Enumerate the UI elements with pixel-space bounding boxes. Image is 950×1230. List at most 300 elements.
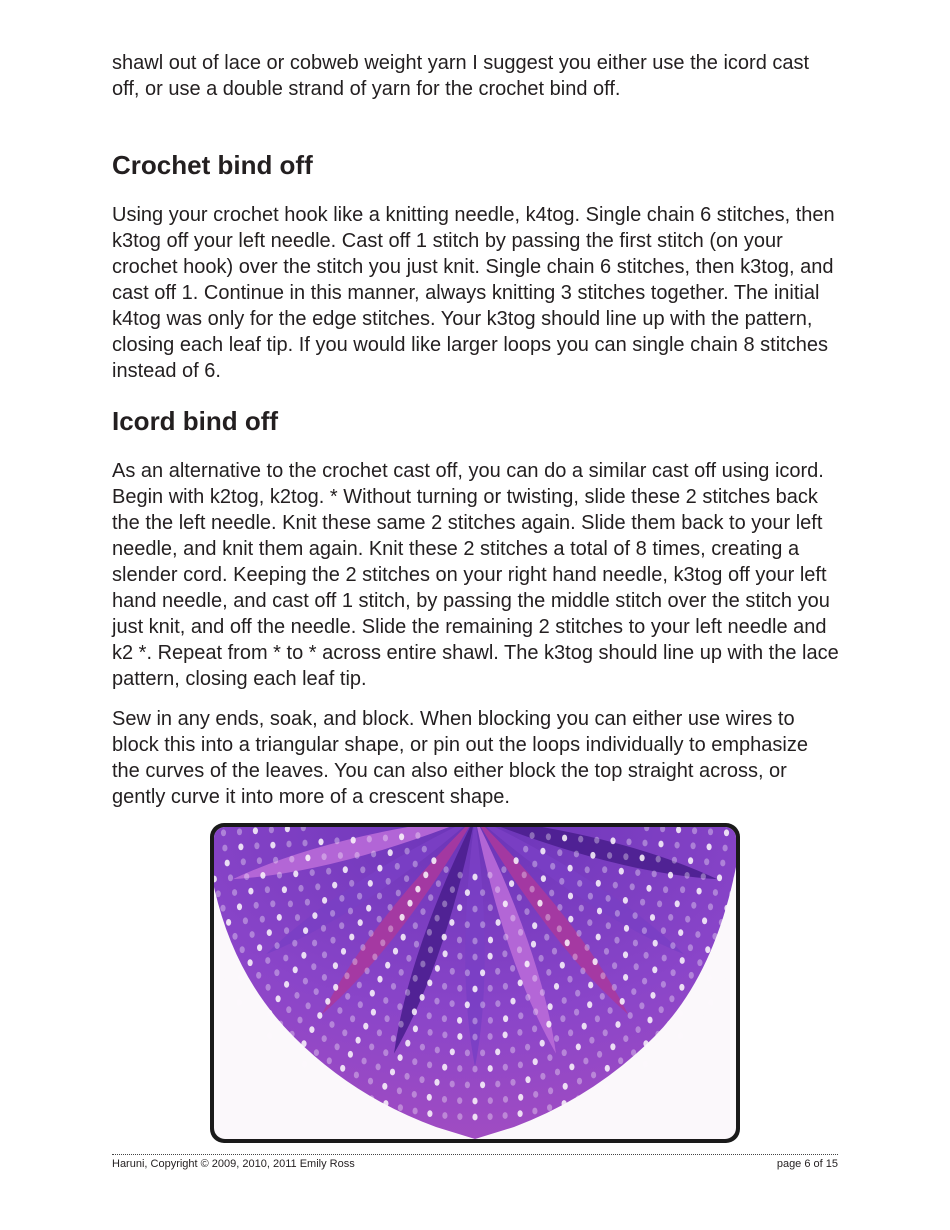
lace-hole (488, 1097, 493, 1104)
lace-hole (562, 997, 567, 1004)
intro-paragraph: shawl out of lace or cobweb weight yarn I suggest you either use the icord cast off, or use a double strand of yarn for the crochet bind off. (112, 52, 810, 100)
lace-hole (606, 922, 611, 929)
lace-hole (642, 927, 647, 934)
lace-hole (237, 903, 242, 910)
lace-hole (610, 1043, 615, 1050)
lace-hole (334, 837, 339, 844)
lace-hole (413, 1025, 418, 1032)
lace-hole (503, 1064, 508, 1071)
lace-hole (594, 837, 599, 844)
icord-bind-off-paragraph: As an alternative to the crochet cast off, you can do a similar cast off using icord. Begin with k2tog, k2tog. * Without turning or twisting, slide these 2 stitches back the the left needle. Knit these same 2 stitches again. Slide them back to your left needle, and knit them again. Knit these 2 stitches a total of 8 times, creating a slender cord. Keeping the 2 stitches on your right hand needle, k3tog off your left hand needle, and cast off 1 stitch, by passing the middle stitch over the stitch you just knit, and off the needle. Slide the remaining 2 stitches to your left needle and k2 *. Repeat from * to * across entire shawl. The k3tog should line up with the lace pattern, closing each leaf tip. (112, 460, 839, 690)
lace-hole (647, 1017, 652, 1024)
lace-hole (720, 860, 725, 867)
lace-hole (646, 885, 651, 892)
lace-hole (385, 1015, 390, 1022)
lace-hole (457, 1097, 462, 1104)
lace-hole (557, 925, 562, 932)
lace-hole (399, 1021, 404, 1028)
lace-hole (707, 974, 712, 981)
lace-hole (532, 922, 537, 929)
lace-hole (568, 916, 573, 923)
lace-hole (603, 1029, 608, 1036)
lace-hole (278, 1021, 283, 1028)
lace-hole (257, 857, 262, 864)
lace-hole (360, 866, 365, 873)
lace-hole (325, 998, 330, 1005)
lace-hole (420, 1044, 425, 1051)
lace-hole (563, 1083, 568, 1090)
lace-hole (457, 937, 462, 944)
lace-hole (357, 982, 362, 989)
lace-hole (472, 1066, 477, 1073)
lace-hole (303, 978, 308, 985)
lace-hole (575, 990, 580, 997)
lace-hole (590, 1090, 595, 1097)
lace-hole (488, 904, 493, 911)
lace-hole (465, 921, 470, 928)
lace-hole (655, 1031, 660, 1038)
lace-hole (301, 952, 306, 959)
lace-hole (314, 1049, 319, 1056)
lace-hole (642, 840, 647, 847)
lace-hole (579, 905, 584, 912)
lace-hole (396, 890, 401, 897)
lace-hole (623, 951, 628, 958)
lace-hole (228, 874, 233, 881)
lace-hole (723, 845, 728, 852)
lace-hole (267, 1032, 272, 1039)
lace-hole (372, 954, 377, 961)
lace-hole (420, 994, 425, 1001)
lace-hole (322, 974, 327, 981)
lace-hole (273, 857, 278, 864)
lace-hole (510, 998, 515, 1005)
lace-hole (480, 1001, 485, 1008)
lace-hole (713, 889, 718, 896)
lace-hole (284, 927, 289, 934)
lace-hole (450, 886, 455, 893)
lace-hole (348, 908, 353, 915)
lace-hole (457, 904, 462, 911)
lace-hole (282, 886, 287, 893)
lace-hole (332, 882, 337, 889)
lace-hole (546, 969, 551, 976)
lace-hole (503, 901, 508, 908)
lace-hole (260, 916, 265, 923)
lace-hole (225, 860, 230, 867)
lace-hole (671, 969, 676, 976)
lace-hole (501, 866, 506, 873)
lace-hole (560, 962, 565, 969)
page-content (112, 48, 840, 808)
lace-hole (630, 883, 635, 890)
lace-hole (442, 1096, 447, 1103)
lace-hole (329, 1021, 334, 1028)
lace-hole (351, 837, 356, 844)
lace-hole (488, 1065, 493, 1072)
lace-hole (587, 1001, 592, 1008)
lace-hole (555, 1069, 560, 1076)
lace-hole (688, 857, 693, 864)
lace-hole (524, 908, 529, 915)
lace-hole (523, 846, 528, 853)
lace-hole (301, 1040, 306, 1047)
lace-hole (546, 833, 551, 840)
lace-hole (356, 1037, 361, 1044)
lace-hole (322, 1035, 327, 1042)
lace-hole (576, 1095, 581, 1102)
lace-hole (405, 1073, 410, 1080)
lace-hole (510, 915, 515, 922)
lace-hole (702, 917, 707, 924)
lace-hole (668, 872, 673, 879)
lace-hole (675, 900, 680, 907)
lace-hole (427, 1012, 432, 1019)
lace-hole (717, 874, 722, 881)
lace-hole (633, 912, 638, 919)
lace-hole (715, 961, 720, 968)
lace-hole (277, 872, 282, 879)
lace-hole (503, 1015, 508, 1022)
lace-hole (574, 851, 579, 858)
lace-hole (539, 955, 544, 962)
lace-hole (640, 855, 645, 862)
lace-hole (357, 893, 362, 900)
lace-hole (510, 1079, 515, 1086)
lace-hole (339, 895, 344, 902)
lace-hole (661, 927, 666, 934)
lace-hole (244, 873, 249, 880)
lace-hole (349, 934, 354, 941)
lace-hole (692, 827, 697, 834)
lace-hole (388, 904, 393, 911)
lace-hole (377, 916, 382, 923)
lace-hole (547, 1104, 552, 1111)
lace-hole (578, 836, 583, 843)
lace-hole (377, 976, 382, 983)
lace-hole (607, 852, 612, 859)
lace-hole (444, 866, 449, 873)
lace-hole (699, 1011, 704, 1018)
lace-hole (413, 861, 418, 868)
lace-hole (428, 1029, 433, 1036)
lace-hole (643, 1040, 648, 1047)
lace-hole (574, 1009, 579, 1016)
lace-hole (582, 1023, 587, 1030)
lace-hole (495, 886, 500, 893)
lace-hole (250, 931, 255, 938)
lace-hole (391, 983, 396, 990)
lace-hole (675, 842, 680, 849)
lace-hole (222, 845, 227, 852)
lace-hole (652, 871, 657, 878)
lace-hole (656, 856, 661, 863)
lace-hole (368, 930, 373, 937)
lace-hole (465, 1082, 470, 1089)
lace-hole (306, 1002, 311, 1009)
lace-hole (698, 987, 703, 994)
lace-hole (380, 939, 385, 946)
lace-hole (612, 984, 617, 991)
lace-hole (399, 969, 404, 976)
lace-hole (604, 948, 609, 955)
lace-hole (265, 886, 270, 893)
lace-hole (557, 849, 562, 856)
lace-hole (472, 1034, 477, 1041)
lace-hole (546, 1021, 551, 1028)
lace-hole (358, 919, 363, 926)
lace-hole (247, 987, 252, 994)
lace-hole (442, 1064, 447, 1071)
lace-hole (488, 985, 493, 992)
lace-hole (270, 842, 275, 849)
lace-hole (412, 1091, 417, 1098)
finishing-paragraph: Sew in any ends, soak, and block. When blocking you can either use wires to block this into a triangular shape, or pin out the loops individually to emphasize the curves of the leaves. You can also either block the top straight across, or gently curve it into more of a crescent shape. (112, 708, 808, 808)
lace-hole (428, 946, 433, 953)
lace-hole (487, 872, 492, 879)
lace-hole (628, 1012, 633, 1019)
lace-hole (604, 1083, 609, 1090)
lace-hole (472, 1098, 477, 1105)
lace-hole (588, 982, 593, 989)
lace-hole (559, 878, 564, 885)
lace-hole (701, 873, 706, 880)
lace-hole (532, 1108, 537, 1115)
lace-hole (289, 1031, 294, 1038)
lace-hole (414, 941, 419, 948)
lace-hole (643, 1061, 648, 1068)
lace-hole (442, 934, 447, 941)
lace-hole (640, 899, 645, 906)
lace-hole (240, 946, 245, 953)
lace-hole (322, 951, 327, 958)
lace-hole (241, 858, 246, 865)
lace-hole (404, 875, 409, 882)
lace-hole (503, 983, 508, 990)
lace-hole (293, 871, 298, 878)
lace-hole (503, 1032, 508, 1039)
lace-hole (723, 948, 728, 955)
lace-hole (587, 919, 592, 926)
lace-hole (420, 908, 425, 915)
lace-hole (333, 962, 338, 969)
lace-hole (697, 959, 702, 966)
lace-hole (397, 1003, 402, 1010)
lace-hole (266, 984, 271, 991)
lace-hole (712, 933, 717, 940)
lace-hole (589, 1037, 594, 1044)
lace-hole (588, 893, 593, 900)
lace-hole (540, 1073, 545, 1080)
lace-hole (530, 886, 535, 893)
lace-hole (412, 1058, 417, 1065)
lace-hole (531, 941, 536, 948)
lace-hole (472, 986, 477, 993)
lace-hole (620, 998, 625, 1005)
lace-hole (368, 1078, 373, 1085)
lace-hole (595, 1015, 600, 1022)
lace-hole (276, 995, 281, 1002)
lace-hole (695, 931, 700, 938)
lace-hole (362, 1058, 367, 1065)
lace-hole (302, 1061, 307, 1068)
lace-hole (345, 993, 350, 1000)
lace-hole (472, 1114, 477, 1121)
lace-hole (427, 1110, 432, 1117)
lace-hole (436, 880, 441, 887)
lace-hole (503, 934, 508, 941)
crochet-bind-off-paragraph: Using your crochet hook like a knitting needle, k4tog. Single chain 6 stitches, then k3tog off your left needle. Cast off 1 stitch by passing the first stitch (on your crochet hook) over the stitch you just knit. Single chain 6 stitches, then k3tog, and cast off 1. Continue in this manner, always knitting 3 stitches together. The initial k4tog was only for the edge stitches. Your k3tog should line up with the pattern, closing each leaf tip. If you would like larger loops you can single chain 8 stitches instead of 6. (112, 204, 835, 382)
lace-hole (232, 933, 237, 940)
lace-hole (678, 1010, 683, 1017)
lace-hole (568, 1029, 573, 1036)
lace-hole (352, 958, 357, 965)
lace-hole (360, 944, 365, 951)
lace-hole (305, 899, 310, 906)
lace-hole (449, 919, 454, 926)
lace-hole (540, 1040, 545, 1047)
lace-hole (415, 832, 420, 839)
lace-hole (256, 972, 261, 979)
lace-hole (286, 841, 291, 848)
lace-hole (260, 872, 265, 879)
lace-hole (623, 1035, 628, 1042)
lace-hole (623, 974, 628, 981)
lace-hole (540, 848, 545, 855)
lace-hole (377, 893, 382, 900)
lace-hole (590, 852, 595, 859)
lace-hole (435, 915, 440, 922)
lace-hole (297, 1017, 302, 1024)
lace-hole (465, 969, 470, 976)
lace-hole (480, 1082, 485, 1089)
lace-hole (678, 1032, 683, 1039)
lace-hole (549, 890, 554, 897)
lace-hole (465, 1050, 470, 1057)
lace-hole (371, 1009, 376, 1016)
lace-hole (274, 969, 279, 976)
lace-hole (517, 1029, 522, 1036)
lace-hole (525, 994, 530, 1001)
lace-hole (450, 1049, 455, 1056)
lace-hole (248, 888, 253, 895)
lace-hole (450, 968, 455, 975)
lace-hole (342, 1029, 347, 1036)
lace-hole (465, 889, 470, 896)
lace-hole (427, 1062, 432, 1069)
lace-hole (283, 955, 288, 962)
lace-hole (355, 1090, 360, 1097)
lace-hole (624, 925, 629, 932)
lace-hole (286, 1006, 291, 1013)
lace-hole (322, 853, 327, 860)
lace-hole (405, 989, 410, 996)
lace-hole (293, 966, 298, 973)
lace-hole (341, 948, 346, 955)
lace-hole (688, 944, 693, 951)
lace-hole (358, 1001, 363, 1008)
lace-hole (495, 968, 500, 975)
lace-hole (222, 948, 227, 955)
lace-hole (667, 1021, 672, 1028)
lace-hole (413, 922, 418, 929)
footer-page-number: page 6 of 15 (776, 1158, 838, 1170)
lace-hole (431, 857, 436, 864)
lace-hole (532, 861, 537, 868)
lace-hole (377, 1029, 382, 1036)
lace-hole (689, 1022, 694, 1029)
lace-hole (303, 927, 308, 934)
lace-hole (427, 929, 432, 936)
lace-hole (330, 937, 335, 944)
lace-hole (428, 894, 433, 901)
lace-hole (435, 965, 440, 972)
lace-hole (315, 883, 320, 890)
lace-hole (562, 835, 567, 842)
lace-hole (349, 880, 354, 887)
lace-hole (509, 880, 514, 887)
lace-hole (518, 980, 523, 987)
lace-hole (708, 903, 713, 910)
icord-bind-off-heading: Icord bind off (112, 406, 279, 436)
lace-hole (550, 863, 555, 870)
lace-hole (368, 880, 373, 887)
lace-hole (708, 828, 713, 835)
lace-hole (391, 1035, 396, 1042)
lace-hole (370, 990, 375, 997)
lace-hole (552, 948, 557, 955)
lace-hole (502, 950, 507, 957)
lace-hole (397, 1087, 402, 1094)
lace-hole (518, 1094, 523, 1101)
lace-hole (704, 858, 709, 865)
lace-hole (472, 938, 477, 945)
lace-hole (257, 999, 262, 1006)
lace-hole (636, 1026, 641, 1033)
lace-hole (248, 959, 253, 966)
lace-hole (343, 866, 348, 873)
lace-hole (510, 965, 515, 972)
lace-hole (328, 1077, 333, 1084)
lace-hole (354, 1072, 359, 1079)
lace-hole (593, 958, 598, 965)
lace-hole (503, 1096, 508, 1103)
lace-hole (407, 900, 412, 907)
lace-hole (443, 950, 448, 957)
lace-hole (230, 961, 235, 968)
lace-hole (238, 844, 243, 851)
lace-hole (442, 1015, 447, 1022)
lace-hole (510, 1047, 515, 1054)
lace-hole (457, 1113, 462, 1120)
lace-hole (321, 925, 326, 932)
lace-hole (650, 992, 655, 999)
lace-hole (365, 968, 370, 975)
lace-hole (573, 954, 578, 961)
lace-hole (517, 894, 522, 901)
footer-divider (112, 1154, 838, 1155)
lace-hole (366, 905, 371, 912)
lace-hole (623, 897, 628, 904)
lace-hole (580, 968, 585, 975)
lace-hole (388, 925, 393, 932)
lace-hole (412, 1008, 417, 1015)
lace-hole (254, 902, 259, 909)
lace-hole (386, 878, 391, 885)
lace-hole (689, 972, 694, 979)
lace-hole (533, 1008, 538, 1015)
lace-hole (634, 963, 639, 970)
